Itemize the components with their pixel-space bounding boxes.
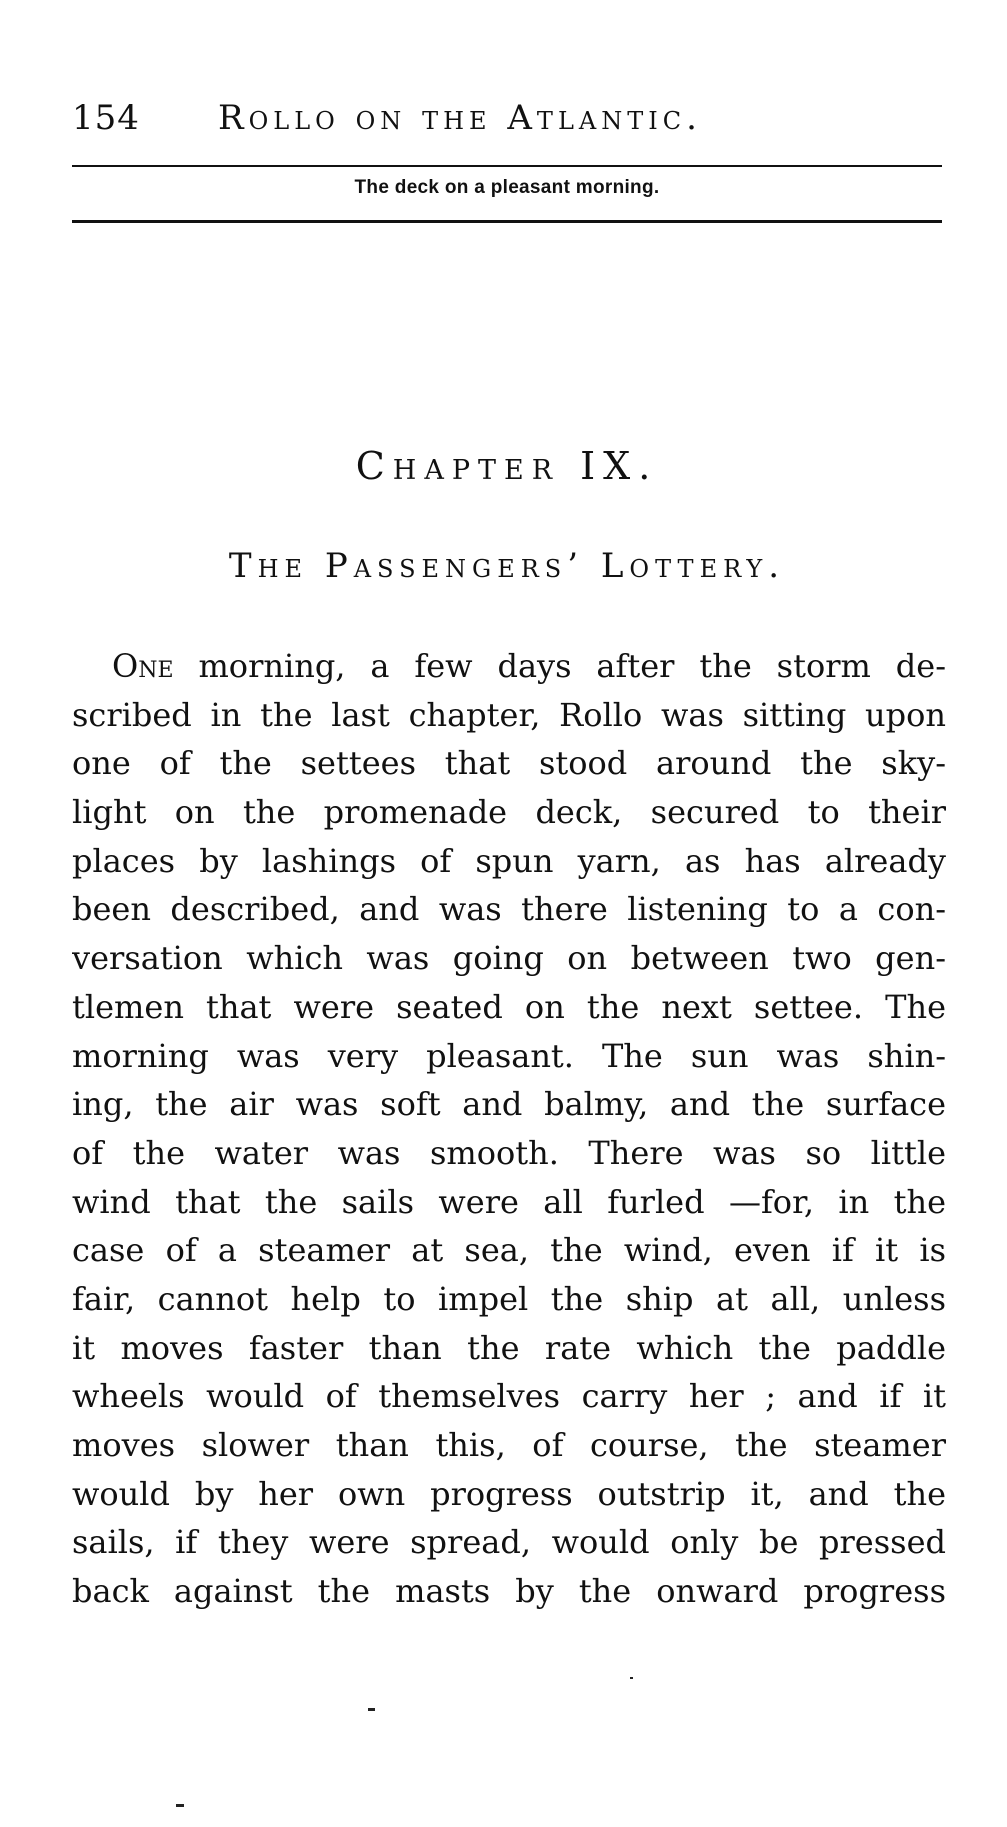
text-line: would by her own progress outstrip it, and the bbox=[72, 1474, 946, 1513]
lead-word: One bbox=[112, 647, 174, 685]
text-line: case of a steamer at sea, the wind, even if it is bbox=[72, 1231, 946, 1270]
text-line: light on the promenade deck, secured to their bbox=[72, 793, 946, 832]
text-line: sails, if they were spread, would only be pressed bbox=[72, 1523, 946, 1562]
text-line: morning was very pleasant. The sun was shin- bbox=[72, 1036, 946, 1075]
text-line: of the water was smooth. There was so little bbox=[72, 1133, 946, 1172]
print-speck bbox=[368, 1708, 375, 1711]
text-line: scribed in the last chapter, Rollo was sitting upon bbox=[72, 695, 946, 734]
text-line: places by lashings of spun yarn, as has already bbox=[72, 841, 946, 880]
text-line: ing, the air was soft and balmy, and the surface bbox=[72, 1085, 946, 1124]
print-speck bbox=[630, 1677, 633, 1679]
text-line: been described, and was there listening to a con- bbox=[72, 890, 946, 929]
text-line: back against the masts by the onward progress bbox=[72, 1572, 946, 1611]
text-line: versation which was going on between two gen- bbox=[72, 939, 946, 978]
print-speck bbox=[176, 1804, 184, 1807]
page-number: 154 bbox=[72, 98, 140, 138]
text-line: one of the settees that stood around the sky- bbox=[72, 744, 946, 783]
first-line-rest: morning, a few days after the storm de- bbox=[173, 647, 946, 685]
text-line bbox=[72, 642, 946, 691]
running-head bbox=[72, 98, 942, 148]
chapter-title: The Passengers’ Lottery. bbox=[228, 546, 786, 586]
text-line: wind that the sails were all furled —for, in the bbox=[72, 1182, 946, 1221]
chapter-number: Chapter IX. bbox=[355, 444, 659, 488]
text-line: wheels would of themselves carry her ; and if it bbox=[72, 1377, 946, 1416]
text-line: tlemen that were seated on the next settee. The bbox=[72, 987, 946, 1026]
page-subhead: The deck on a pleasant morning. bbox=[354, 177, 660, 198]
header-rule-bottom bbox=[72, 220, 942, 223]
text-line: it moves faster than the rate which the paddle bbox=[72, 1328, 946, 1367]
text-line: moves slower than this, of course, the steamer bbox=[72, 1426, 946, 1464]
book-title: Rollo on the Atlantic. bbox=[218, 98, 702, 138]
header-rule-top bbox=[72, 165, 942, 167]
text-line: fair, cannot help to impel the ship at all, unless bbox=[72, 1279, 946, 1318]
body-paragraph bbox=[72, 642, 946, 1616]
